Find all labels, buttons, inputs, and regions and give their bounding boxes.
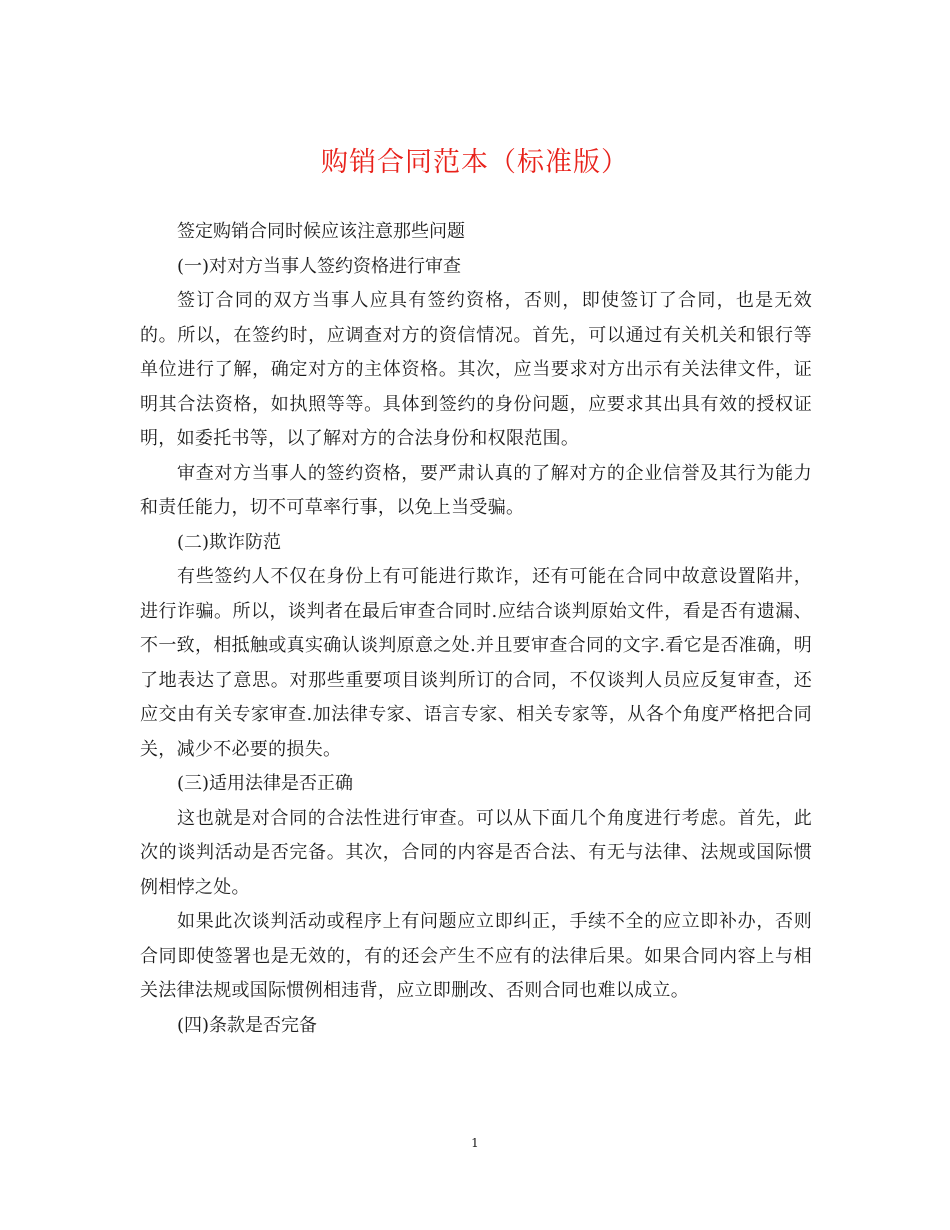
paragraph-3: 有些签约人不仅在身份上有可能进行欺诈，还有可能在合同中故意设置陷井，进行诈骗。所以，谈判者在最后审查合同时.应结合谈判原始文件，看是否有遗漏、不一致，相抵触或真实确认谈判原意之处.并且要审查合同的文字.看它是否准确，明了地表达了意思。对那些重要项目谈判所订的合同，不仅谈判人员应反复审查，还应交由有关专家审查.加法律专家、语言专家、相关专家等，从各个角度严格把合同关，减少不必要的损失。 — [140, 566, 812, 760]
page-number: 1 — [471, 1136, 479, 1150]
document-body — [140, 215, 812, 1043]
paragraph-5: 如果此次谈判活动或程序上有问题应立即纠正，手续不全的应立即补办，否则合同即使签署也是无效的，有的还会产生不应有的法律后果。如果合同内容上与相关法律法规或国际惯例相违背，应立即删改、否则合同也难以成立。 — [140, 911, 812, 1001]
section-heading-1: (一)对对方当事人签约资格进行审查 — [177, 255, 462, 277]
section-heading-2: (二)欺诈防范 — [177, 531, 282, 553]
document-title: 购销合同范本（标准版） — [321, 147, 629, 178]
paragraph-1: 签订合同的双方当事人应具有签约资格，否则，即使签订了合同，也是无效的。所以，在签约时，应调查对方的资信情况。首先，可以通过有关机关和银行等单位进行了解，确定对方的主体资格。其次，应当要求对方出示有关法律文件，证明其合法资格，如执照等等。具体到签约的身份问题，应要求其出具有效的授权证明，如委托书等，以了解对方的合法身份和权限范围。 — [140, 290, 812, 449]
paragraph-4: 这也就是对合同的合法性进行审查。可以从下面几个角度进行考虑。首先，此次的谈判活动是否完备。其次，合同的内容是否合法、有无与法律、法规或国际惯例相悖之处。 — [140, 807, 812, 898]
intro-heading: 签定购销合同时候应该注意那些问题 — [177, 221, 465, 242]
section-heading-3: (三)适用法律是否正确 — [177, 773, 354, 794]
section-heading-4: (四)条款是否完备 — [177, 1014, 318, 1036]
paragraph-2: 审查对方当事人的签约资格，要严肃认真的了解对方的企业信誉及其行为能力和责任能力，切不可草率行事，以免上当受骗。 — [140, 462, 812, 518]
